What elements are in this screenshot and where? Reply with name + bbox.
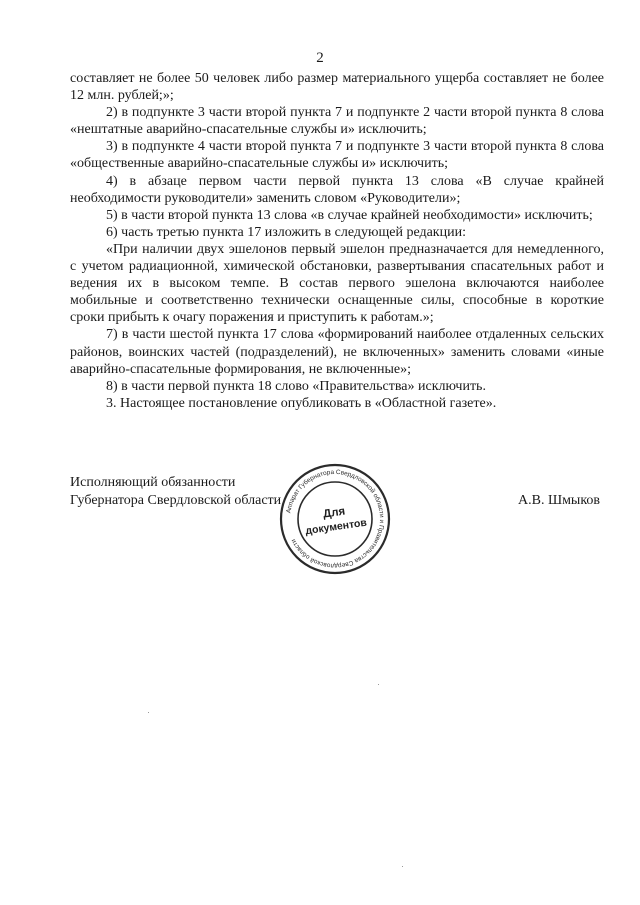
signatory-title (70, 474, 281, 510)
paragraph-4: 4) в абзаце первом части первой пункта 13 слова «В случае крайней необходимости руководители» заменить словом «Руководители»; (70, 173, 604, 206)
paragraph-3: 3) в подпункте 4 части второй пункта 7 и подпункте 3 части второй пункта 8 слова «общественные аварийно-спасательные службы и» исключить; (70, 139, 604, 172)
signatory-title-line-2: Губернатора Свердловской области (70, 493, 282, 508)
stamp-ring-text: Аппарат Губернатора Свердловской области и Правительства Свердловской области (285, 468, 386, 570)
paragraph-10: 3. Настоящее постановление опубликовать в «Областной газете». (106, 395, 497, 411)
paragraph-7: «При наличии двух эшелонов первый эшелон предназначается для немедленного, с учетом радиационной, химической обстановки, развертывания спасательных работ и ведения их в высоком темпе. В состав первого эшелона включаются наиболее мобильные и соответственно технически оснащенные силы, способные в короткие сроки прибыть к очагу поражения и приступить к работам.»; (70, 241, 604, 326)
stamp-center-line-1: Для (322, 505, 347, 521)
page-number: 2 (316, 50, 324, 66)
document-body (70, 70, 604, 412)
signatory-name: А.В. Шмыков (518, 493, 601, 508)
stamp-center-line-2: документов (304, 516, 368, 538)
paragraph-8: 7) в части шестой пункта 17 слова «формирований наиболее отдаленных сельских районов, воинских частей (подразделений), не включенных» заменить словами «иные аварийно-спасательные формирования, не включенные»; (70, 327, 604, 377)
paragraph-9: 8) в части первой пункта 18 слово «Правительства» исключить. (106, 378, 486, 394)
official-stamp (278, 462, 392, 576)
signatory-title-line-1: Исполняющий обязанности (70, 475, 236, 490)
scan-speck (378, 684, 379, 685)
paragraph-5: 5) в части второй пункта 13 слова «в случае крайней необходимости» исключить; (106, 207, 593, 223)
paragraph-2: 2) в подпункте 3 части второй пункта 7 и подпункте 2 части второй пункта 8 слова «нештатные аварийно-спасательные службы и» исключить; (70, 105, 604, 138)
scan-speck (148, 712, 149, 713)
scan-speck (402, 866, 403, 867)
paragraph-6: 6) часть третью пункта 17 изложить в следующей редакции: (106, 224, 466, 240)
paragraph-1: составляет не более 50 человек либо размер материального ущерба составляет не более 12 млн. рублей;»; (70, 71, 604, 104)
